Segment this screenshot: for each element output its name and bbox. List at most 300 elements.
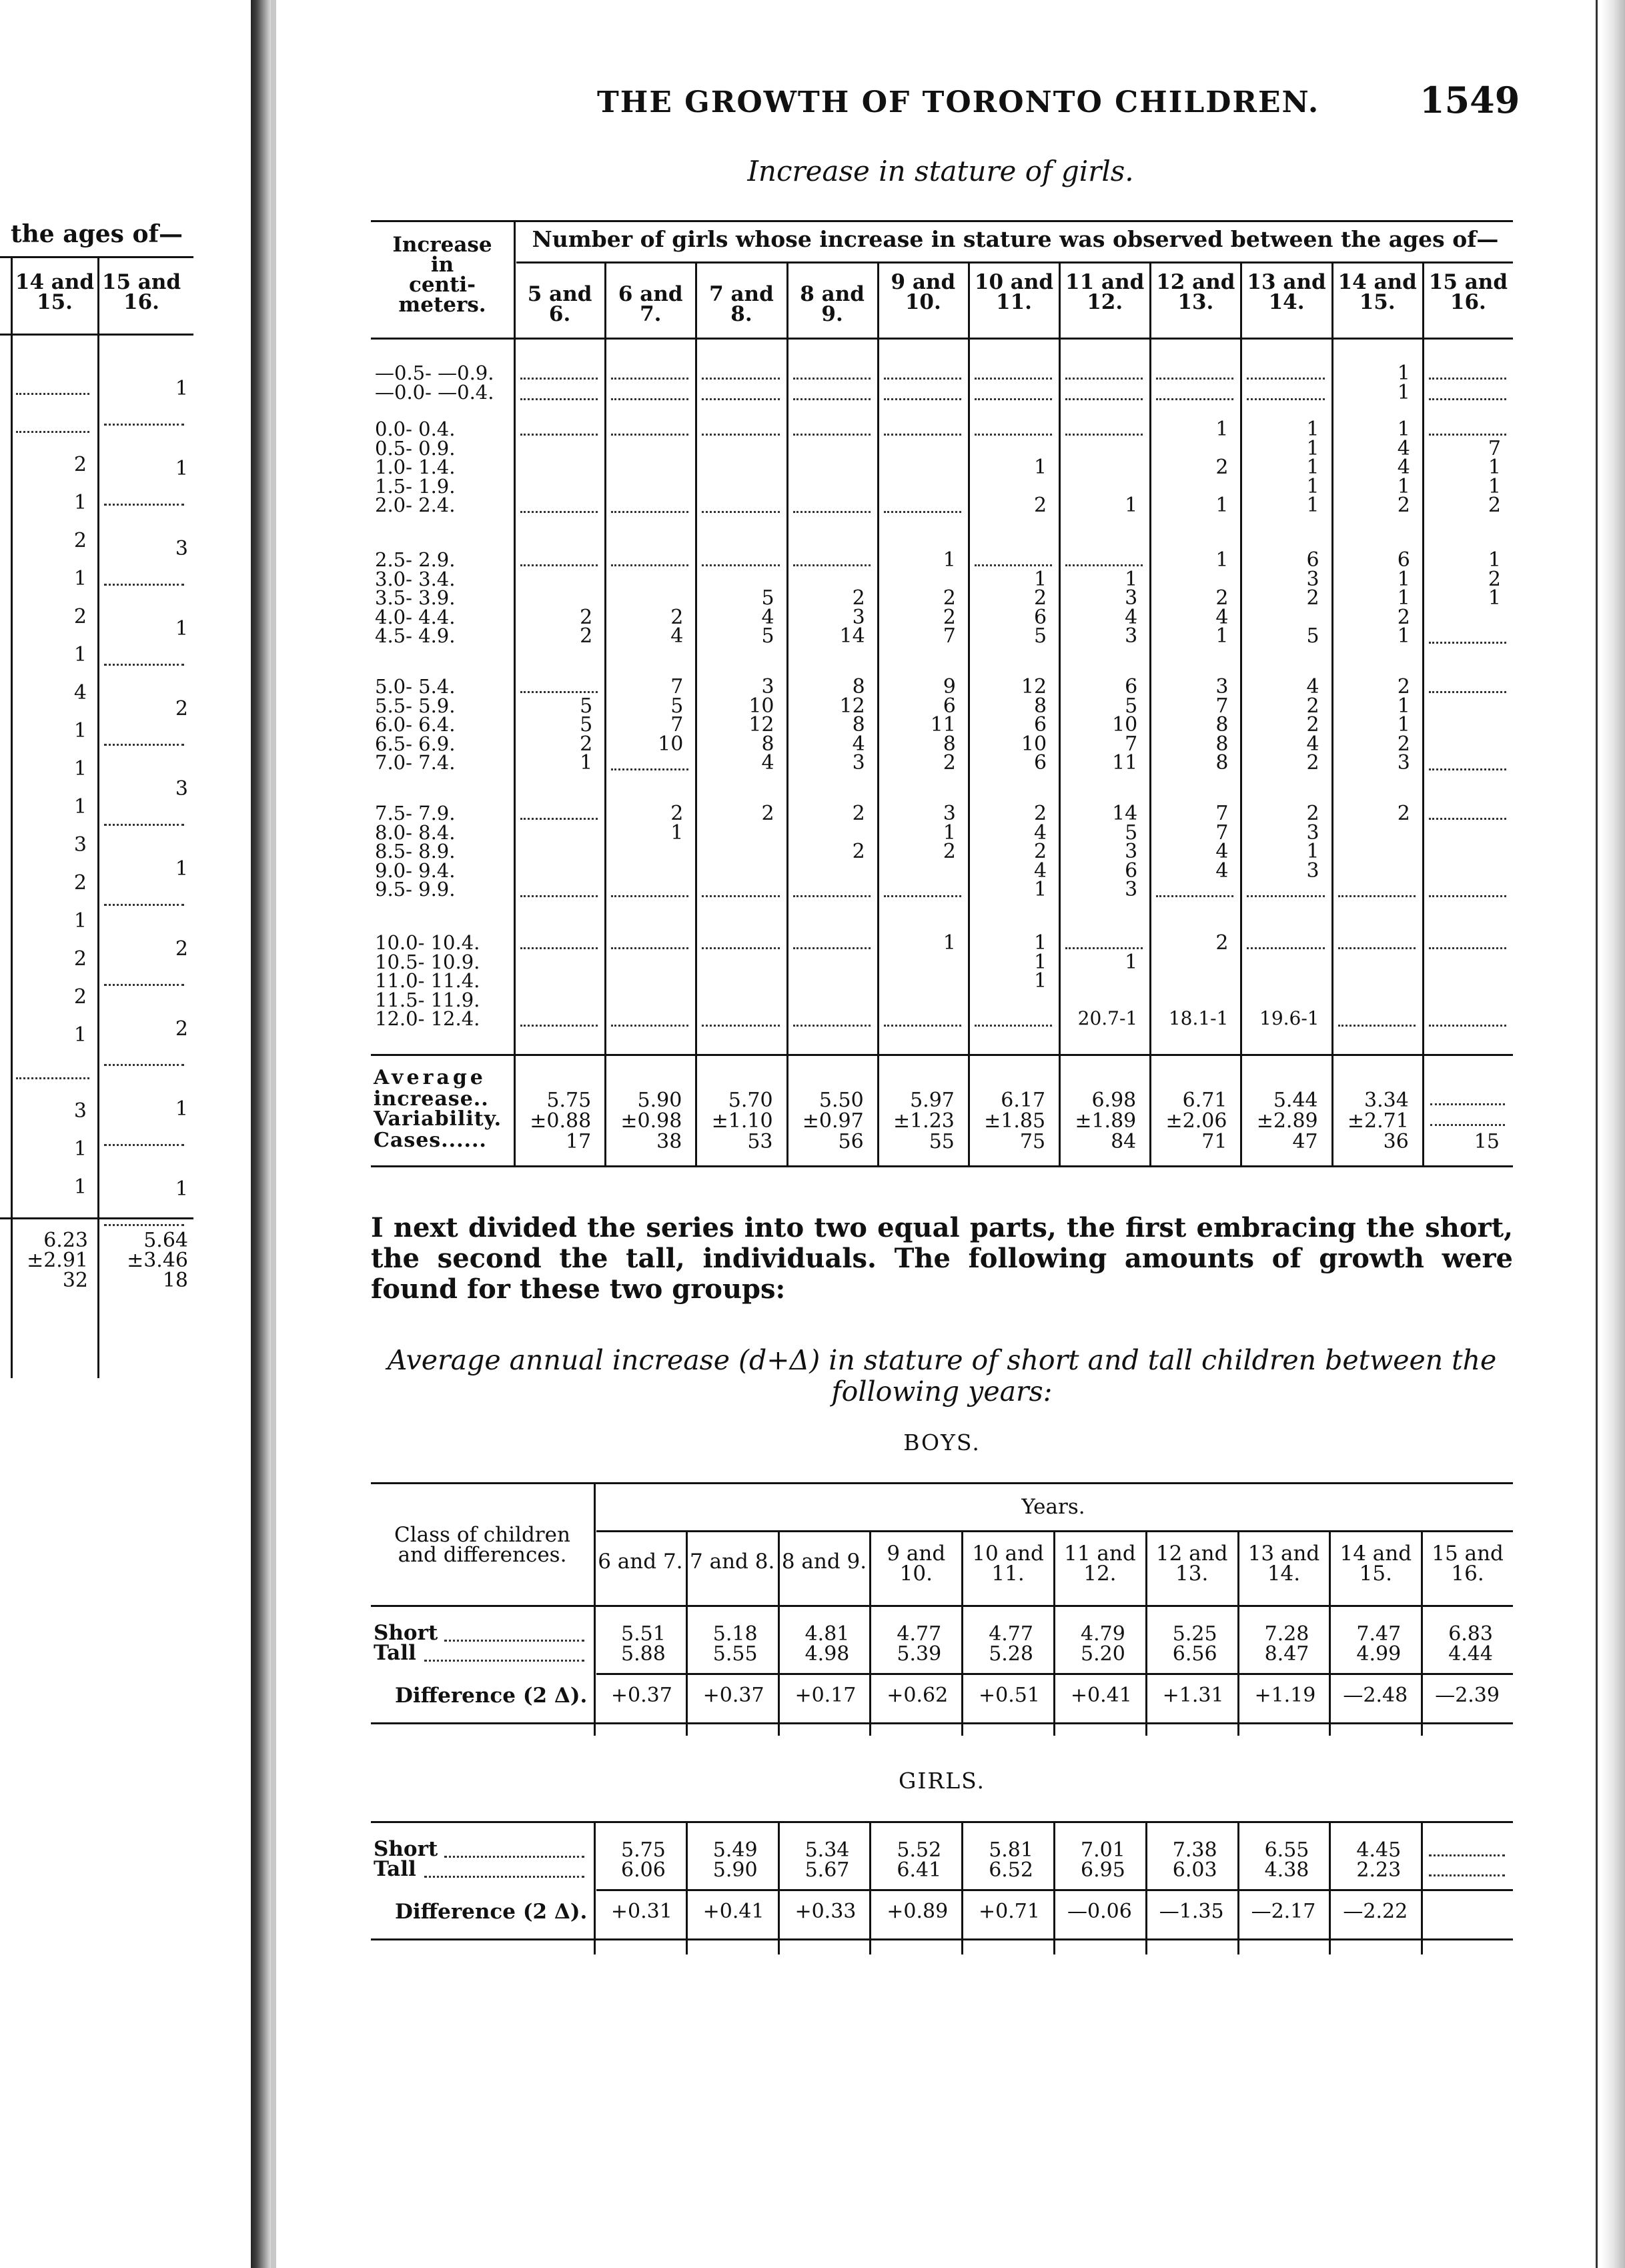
dot-leader (520, 1025, 598, 1027)
row-label: 10.0- 10.4. (375, 931, 480, 954)
dot-leader (793, 378, 871, 380)
dot-leader (611, 947, 688, 949)
col-header-line: 9 and (887, 1542, 946, 1566)
dot-leader (793, 434, 871, 436)
row-label: 4.0- 4.4. (375, 605, 456, 628)
summary-variability: ±0.97 (802, 1109, 864, 1133)
cell-value: 4 (1215, 605, 1229, 629)
cell-value: 6 (1125, 675, 1138, 698)
col-vline (1145, 1530, 1147, 1736)
value-short: 6.83 (1448, 1622, 1493, 1646)
cell-value: 3 (761, 675, 774, 698)
value-tall: 6.41 (897, 1858, 942, 1882)
dot-leader (702, 895, 779, 897)
left-col15-dots (104, 504, 184, 506)
cell-value: 5 (580, 694, 593, 718)
col-header (596, 1552, 685, 1572)
dot-leader (1247, 378, 1324, 380)
dot-leader (1429, 642, 1506, 644)
left-col14-value: 2 (73, 453, 87, 476)
value-tall: 5.39 (897, 1642, 942, 1666)
cell-value: 20.7-1 (1077, 1007, 1138, 1029)
dot-leader (1430, 1103, 1505, 1105)
cell-value: 8 (852, 713, 865, 736)
col-header (1331, 1544, 1420, 1584)
row-label: 0.5- 0.9. (375, 436, 456, 460)
summary-variability: ±0.88 (530, 1109, 592, 1133)
dot-leader (611, 768, 688, 770)
left-col15-dots (104, 744, 184, 746)
col-header-line: 13. (1175, 1562, 1209, 1586)
col-vline (686, 1821, 688, 1954)
value-short: 7.28 (1264, 1622, 1309, 1646)
dot-leader (975, 434, 1052, 436)
left-col15-dots (104, 1144, 184, 1146)
value-diff: +0.41 (702, 1900, 764, 1923)
summary-variability: ±1.10 (711, 1109, 773, 1133)
left-col15-dots (104, 904, 184, 906)
girls-short-tall-table (371, 1821, 1513, 1954)
cell-value: 2 (1397, 732, 1410, 756)
cell-value: 2 (852, 802, 865, 825)
cell-value: 6 (1306, 548, 1319, 572)
row-label: 7.5- 7.9. (375, 802, 456, 824)
cell-value: 9 (943, 675, 956, 698)
cell-value: 3 (852, 751, 865, 774)
cell-value: 2 (1397, 494, 1410, 517)
summary-top-rule (371, 1054, 1513, 1056)
cell-value: 3 (1125, 586, 1138, 610)
summary-variability: ±2.71 (1347, 1109, 1409, 1133)
cell-value: 1 (1397, 624, 1410, 648)
cell-value: 4 (1033, 859, 1047, 883)
boys-short-tall-table (371, 1482, 1513, 1736)
value-tall: 6.03 (1172, 1858, 1217, 1882)
cell-value: 6 (1397, 548, 1410, 572)
summary-cases: 84 (1111, 1130, 1137, 1153)
cell-value: 3 (1125, 840, 1138, 863)
cell-value: 1 (1215, 624, 1229, 648)
value-tall: 5.28 (989, 1642, 1033, 1666)
col-header-line: 15 and (1432, 1542, 1504, 1566)
cell-value: 1 (1488, 586, 1501, 610)
col-vline (604, 261, 606, 1167)
cell-value: 2 (943, 586, 956, 610)
value-diff: —2.39 (1435, 1684, 1500, 1707)
span-header-rule (516, 261, 1513, 263)
years-header: Years. (1021, 1495, 1085, 1519)
cell-value: 7 (1215, 694, 1229, 718)
cell-value: 4 (761, 605, 774, 629)
col-vline (1059, 261, 1061, 1167)
cell-value: 5 (1125, 820, 1138, 844)
dot-leader (611, 895, 688, 897)
left-col14-value: 2 (73, 529, 87, 552)
cell-value: 3 (1125, 624, 1138, 648)
cell-value: 2 (1033, 494, 1047, 517)
cell-value: 12 (1021, 675, 1047, 698)
col-header (688, 1552, 777, 1572)
left-rule-2 (0, 334, 193, 336)
value-short: 5.34 (804, 1838, 850, 1862)
col-vline (877, 261, 879, 1167)
col-vline (778, 1530, 780, 1736)
dot-leader (702, 947, 779, 949)
dot-leader (611, 378, 688, 380)
page-number: 1549 (1420, 79, 1520, 121)
cell-value: 2 (1215, 456, 1229, 479)
value-tall: 5.88 (621, 1642, 666, 1666)
cell-value: 1 (1215, 418, 1229, 441)
stub-vline (594, 1482, 596, 1736)
page-gutter (251, 0, 271, 2268)
cell-value: 10 (1112, 713, 1138, 736)
cell-value: 18.1-1 (1168, 1007, 1229, 1029)
span-header: Number of girls whose increase in stature was observed between the ages of— (532, 226, 1499, 252)
page-edge (1601, 0, 1625, 2268)
left-col14-dots (16, 1077, 89, 1079)
cell-value: 7 (1125, 732, 1138, 756)
cell-value: 1 (1125, 494, 1138, 517)
value-diff: —2.48 (1343, 1684, 1408, 1707)
row-label: 9.0- 9.4. (375, 859, 456, 882)
dot-leader (520, 511, 598, 513)
cell-value: 5 (580, 713, 593, 736)
col-vline (869, 1530, 871, 1736)
col-header (1242, 272, 1330, 312)
short-dots (444, 1640, 584, 1642)
left-col15-dots (104, 584, 184, 586)
col-header-line: 7 and 8. (690, 1550, 775, 1574)
stub-header-line: centi- (408, 273, 476, 297)
cell-value: 3 (943, 802, 956, 825)
value-short: 7.01 (1081, 1838, 1125, 1862)
cell-value: 2 (761, 802, 774, 825)
summary-label: Average (374, 1066, 486, 1089)
dot-leader (884, 895, 961, 897)
dot-leader (1338, 947, 1416, 949)
left-col14-value: 1 (73, 719, 87, 742)
col-header-line: 16. (1450, 290, 1486, 314)
cell-value: 4 (1397, 456, 1410, 479)
left-col-header-14: 14 and 15. (15, 270, 95, 314)
dot-leader (520, 398, 598, 400)
summary-cases: 15 (1474, 1130, 1500, 1153)
cell-value: 1 (1215, 548, 1229, 572)
cell-value: 1 (1397, 713, 1410, 736)
value-tall: 5.90 (712, 1858, 758, 1882)
cell-value: 1 (943, 548, 956, 572)
summary-variability: ±1.23 (893, 1109, 955, 1133)
col-header-line: 6 and 7. (598, 1550, 683, 1574)
cell-value: 1 (1306, 456, 1319, 479)
col-vline (686, 1530, 688, 1736)
col-header-line: 6 and 7. (618, 282, 683, 326)
cell-value: 1 (670, 820, 684, 844)
col-header-line: 12. (1087, 290, 1123, 314)
short-label: Short (374, 1837, 438, 1861)
left-col15-value: 3 (175, 777, 188, 800)
cell-value: 14 (839, 624, 865, 648)
left-col15-value: 2 (175, 697, 188, 720)
cell-value: 2 (943, 751, 956, 774)
short-dots (444, 1856, 584, 1858)
summary-cases: 56 (838, 1130, 864, 1153)
dot-leader (520, 818, 598, 820)
left-col14-dots (16, 431, 89, 433)
value-short: 7.38 (1172, 1838, 1217, 1862)
col-vline (961, 1530, 963, 1736)
dot-leader (520, 895, 598, 897)
col-header-line: 7 and 8. (709, 282, 774, 326)
left-col14-dots (16, 393, 89, 395)
cell-value: 8 (1215, 732, 1229, 756)
dot-leader (1429, 818, 1506, 820)
cell-value: 2 (1306, 751, 1319, 774)
left-col14-value: 1 (73, 643, 87, 666)
tall-dots (424, 1876, 584, 1878)
row-label: 11.0- 11.4. (375, 969, 480, 992)
value-short: 5.25 (1172, 1622, 1217, 1646)
summary-average: 6.17 (1001, 1089, 1046, 1112)
dot-leader (702, 1025, 779, 1027)
short-label: Short (374, 1621, 438, 1645)
col-header (516, 284, 604, 324)
cell-value: 8 (943, 732, 956, 756)
dot-leader (520, 434, 598, 436)
row-label: 2.5- 2.9. (375, 548, 456, 571)
value-diff: —2.22 (1343, 1900, 1408, 1923)
dot-leader (1247, 895, 1324, 897)
girls-top-rule (371, 1821, 1513, 1823)
value-tall: 6.95 (1081, 1858, 1125, 1882)
cell-value: 5 (761, 586, 774, 610)
dot-leader (975, 564, 1052, 566)
value-diff: +0.62 (887, 1684, 949, 1707)
dot-leader (793, 1025, 871, 1027)
dot-leader (1338, 1025, 1416, 1027)
class-header-line: Class of children (394, 1523, 570, 1547)
cell-value: 3 (1215, 675, 1229, 698)
value-short: 5.52 (897, 1838, 942, 1862)
value-tall: 5.55 (712, 1642, 758, 1666)
mid-rule (596, 1673, 1513, 1675)
cell-value: 1 (943, 820, 956, 844)
col-header-line: 14 and (1339, 1542, 1412, 1566)
left-col15-value: 2 (175, 937, 188, 961)
value-tall: 2.23 (1356, 1858, 1402, 1882)
cell-value: 2 (670, 605, 684, 629)
cell-value: 1 (1125, 567, 1138, 591)
summary-average: 5.70 (728, 1089, 773, 1112)
cell-value: 2 (1033, 586, 1047, 610)
cell-value: 1 (1488, 474, 1501, 498)
left-col14-value: 3 (73, 1099, 87, 1123)
dot-leader (1065, 564, 1143, 566)
col-header-line: 10. (905, 290, 941, 314)
cell-value: 1 (1033, 950, 1047, 974)
left-col14-value: 4 (73, 681, 87, 704)
cell-value: 1 (1397, 474, 1410, 498)
stub-header-line: in (430, 253, 454, 277)
cell-value: 5 (761, 624, 774, 648)
dot-leader (1429, 378, 1506, 380)
dot-leader (1429, 947, 1506, 949)
page-gutter-shadow (271, 0, 276, 2268)
col-header-line: 12 and (1156, 270, 1235, 294)
col-header (970, 272, 1058, 312)
boys-top-rule (371, 1482, 1513, 1484)
dot-leader (1247, 398, 1324, 400)
value-tall: 4.98 (804, 1642, 850, 1666)
cell-value: 6 (943, 694, 956, 718)
col-header (963, 1544, 1053, 1584)
cell-value: 2 (1215, 586, 1229, 610)
col-vline (869, 1821, 871, 1954)
dot-leader (1065, 378, 1143, 380)
stub-header-line: meters. (398, 293, 486, 317)
value-diff: +0.89 (887, 1900, 949, 1923)
summary-variability: ±2.89 (1256, 1109, 1318, 1133)
cell-value: 14 (1112, 802, 1138, 825)
left-page-fragment (0, 200, 247, 1334)
cell-value: 1 (1397, 380, 1410, 404)
cell-value: 5 (1033, 624, 1047, 648)
cell-value: 12 (839, 694, 865, 718)
dot-leader (1156, 378, 1233, 380)
dot-leader (520, 947, 598, 949)
dot-leader (1429, 398, 1506, 400)
tall-label: Tall (374, 1857, 416, 1881)
summary-cases: 53 (747, 1130, 773, 1153)
left-rule-3 (0, 1217, 193, 1219)
col-header-line: 12. (1083, 1562, 1117, 1586)
value-short: 5.75 (621, 1838, 666, 1862)
difference-label: Difference (2 Δ). (395, 1900, 588, 1924)
col-header-line: 11. (996, 290, 1032, 314)
cell-value: 10 (748, 694, 774, 718)
col-vline (1329, 1821, 1331, 1954)
col-header (1151, 272, 1239, 312)
col-vline (1053, 1821, 1055, 1954)
dot-leader (702, 398, 779, 400)
left-col15-value: 1 (175, 1097, 188, 1121)
dot-leader (975, 1025, 1052, 1027)
dot-leader (1065, 398, 1143, 400)
cell-value: 1 (1397, 567, 1410, 591)
col-header-line: 14. (1268, 290, 1305, 314)
col-header-line: 8 and 9. (781, 1550, 867, 1574)
left-col14-value: 2 (73, 985, 87, 1009)
dot-leader (702, 378, 779, 380)
row-label: 0.0- 0.4. (375, 418, 456, 440)
col-header (1423, 1544, 1512, 1584)
cell-value: 7 (1488, 436, 1501, 460)
summary-variability: ±0.98 (620, 1109, 682, 1133)
cell-value: 2 (943, 840, 956, 863)
left-col14-value: 1 (73, 757, 87, 780)
summary-average: 6.98 (1091, 1089, 1137, 1112)
cell-value: 4 (1306, 675, 1319, 698)
cell-value: 8 (761, 732, 774, 756)
dot-leader (884, 398, 961, 400)
value-tall: 8.47 (1264, 1642, 1309, 1666)
left-col14-value: 1 (73, 491, 87, 514)
col-header-line: 16. (1451, 1562, 1484, 1586)
col-vline (1237, 1530, 1239, 1736)
dot-leader (611, 511, 688, 513)
summary-average: 5.50 (819, 1089, 864, 1112)
col-header (780, 1552, 869, 1572)
cell-value: 2 (943, 605, 956, 629)
value-diff: +1.19 (1254, 1684, 1316, 1707)
row-label: —0.0- —0.4. (375, 380, 494, 404)
value-short: 5.81 (989, 1838, 1033, 1862)
cell-value: 6 (1033, 605, 1047, 629)
cell-value: 1 (1306, 436, 1319, 460)
value-tall: 6.06 (621, 1858, 666, 1882)
value-short: 5.49 (712, 1838, 758, 1862)
left-vline-2 (97, 257, 99, 1378)
cell-value: 5 (1306, 624, 1319, 648)
row-label: 10.5- 10.9. (375, 950, 480, 973)
cell-value: 2 (580, 732, 593, 756)
col-vline (1329, 1530, 1331, 1736)
dot-leader (520, 378, 598, 380)
summary-cases: 17 (565, 1130, 592, 1153)
cell-value: 1 (1306, 494, 1319, 517)
dot-leader (1429, 434, 1506, 436)
cell-value: 1 (1215, 494, 1229, 517)
col-header (697, 284, 785, 324)
value-tall: 5.67 (804, 1858, 850, 1882)
col-header-line: 12 and (1155, 1542, 1228, 1566)
girls-top-rule (371, 220, 1513, 222)
row-label: 2.0- 2.4. (375, 494, 456, 516)
dot-leader (793, 947, 871, 949)
row-label: 5.0- 5.4. (375, 675, 456, 698)
cell-value: 1 (1033, 567, 1047, 591)
dot-leader (702, 511, 779, 513)
left-col15-dots (104, 1224, 184, 1226)
dot-leader (520, 564, 598, 566)
boys-title: BOYS. (903, 1430, 981, 1456)
dot-leader (1429, 768, 1506, 770)
dot-leader (884, 434, 961, 436)
cell-value: 1 (1397, 418, 1410, 441)
value-short: 7.47 (1356, 1622, 1402, 1646)
cell-value: 2 (1397, 675, 1410, 698)
row-label: 3.5- 3.9. (375, 586, 456, 609)
value-tall: 6.52 (989, 1858, 1033, 1882)
col-header (1061, 272, 1149, 312)
col-vline (1237, 1821, 1239, 1954)
dot-leader (975, 378, 1052, 380)
col-vline (1421, 1821, 1423, 1954)
cell-value: 4 (1033, 820, 1047, 844)
left-col15-dots (104, 1064, 184, 1066)
col-header-line: 15 and (1428, 270, 1508, 294)
cell-value: 8 (852, 675, 865, 698)
cell-value: 2 (1397, 605, 1410, 629)
cell-value: 2 (580, 624, 593, 648)
left-col15-dots (104, 424, 184, 426)
cell-value: 4 (1215, 859, 1229, 883)
col-vline (786, 261, 788, 1167)
col-header (1239, 1544, 1329, 1584)
boys-bottom-rule (371, 1722, 1513, 1724)
dot-leader (793, 398, 871, 400)
